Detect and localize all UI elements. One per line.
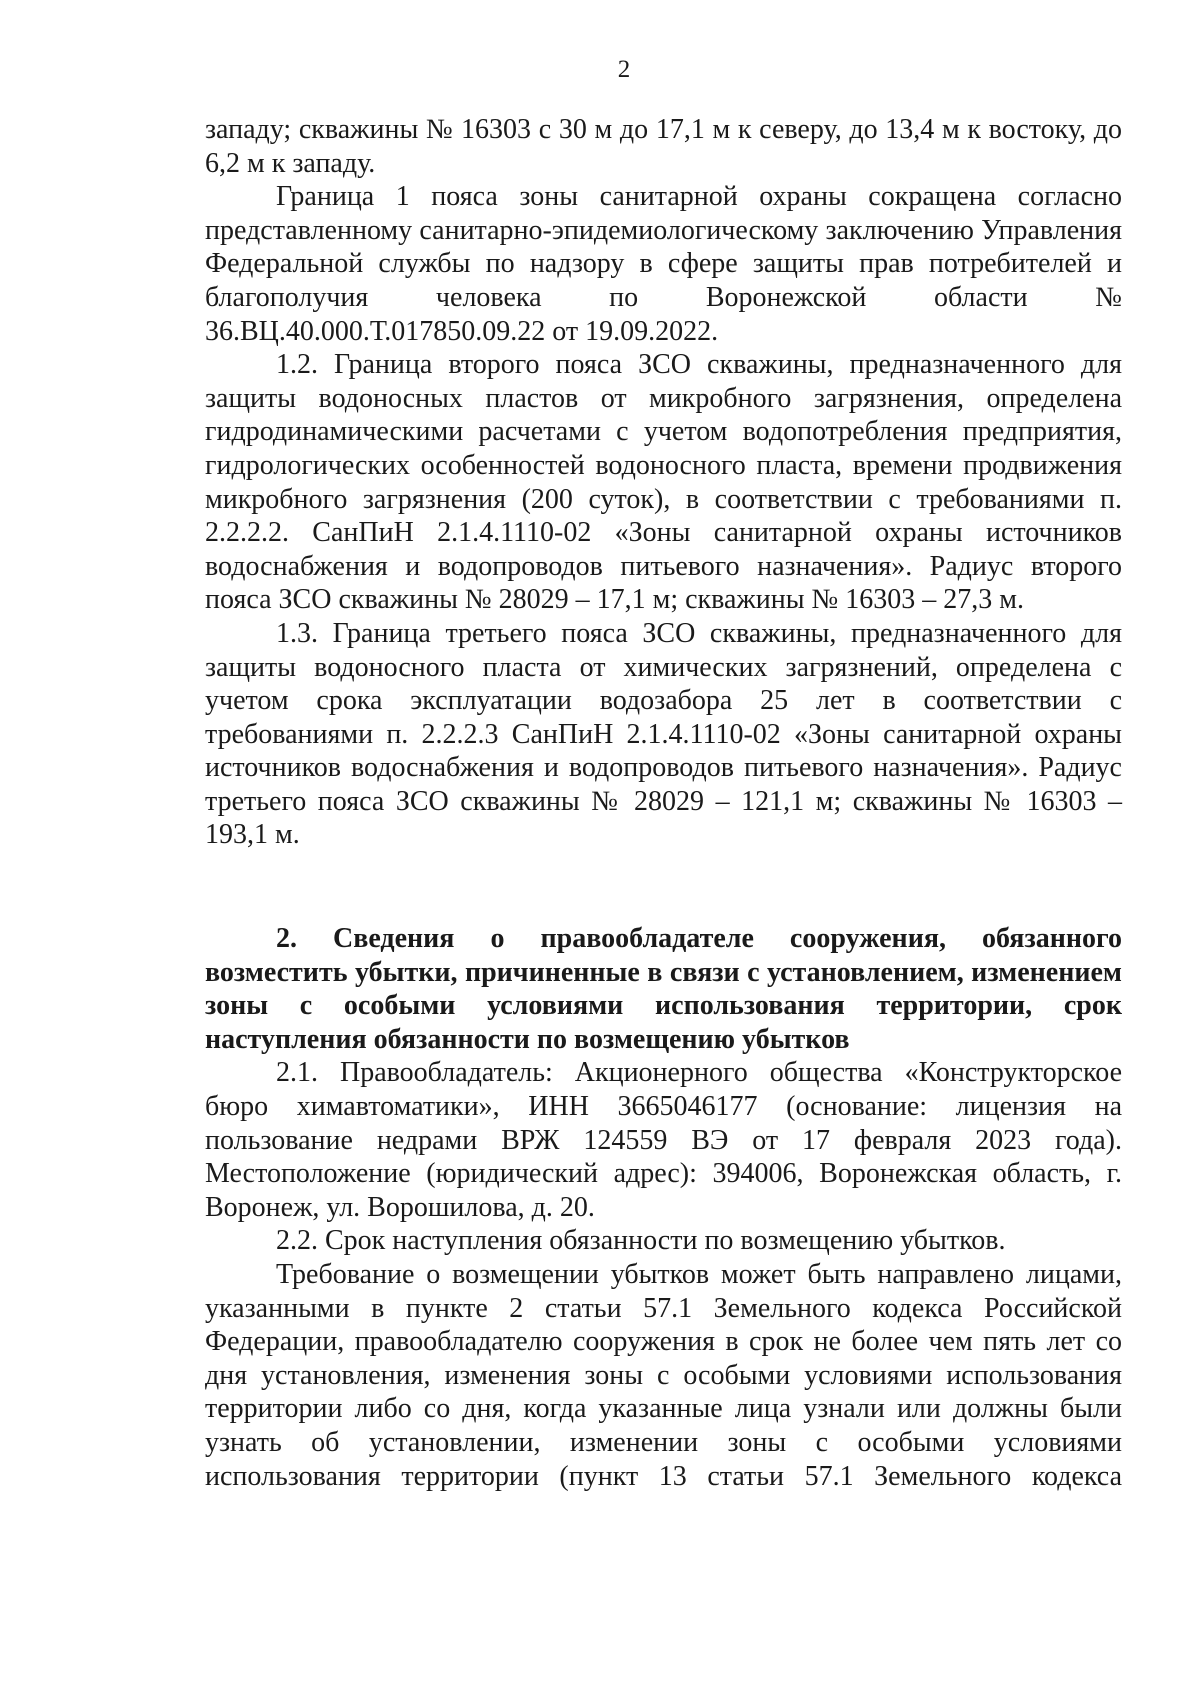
paragraph-2-2-deadline: 2.2. Срок наступления обязанности по возмещению убытков. xyxy=(276,1225,1006,1257)
paragraph-1-2-second-belt: 1.2. Граница второго пояса ЗСО скважины, предназначенного для защиты водоносных пластов от микробного загрязнения, определена гидродинамическими расчетами с учетом водопотребления предприятия, гидрологических особенностей водоносного пласта, времени продвижения микробного загрязнения (200 суток), в соответствии с требованиями п. 2.2.2.2. СанПиН 2.1.4.1110-02 «Зоны санитарной охраны источников водоснабжения и водопроводов питьевого назначения». Радиус второго пояса ЗСО скважины № 28029 – 17,1 м; скважины № 16303 – 27,3 м. xyxy=(205,349,1122,616)
document-body xyxy=(205,113,1122,1493)
paragraph-1-3-third-belt: 1.3. Граница третьего пояса ЗСО скважины, предназначенного для защиты водоносного пласта от химических загрязнений, определена с учетом срока эксплуатации водозабора 25 лет в соответствии с требованиями п. 2.2.2.3 СанПиН 2.1.4.1110-02 «Зоны санитарной охраны источников водоснабжения и водопроводов питьевого назначения». Радиус третьего пояса ЗСО скважины № 28029 – 121,1 м; скважины № 16303 – 193,1 м. xyxy=(205,617,1122,851)
paragraph-compensation-claim: Требование о возмещении убытков может быть направлено лицами, указанными в пункте 2 статьи 57.1 Земельного кодекса Российской Федерации, правообладателю сооружения в срок не более чем пять лет со дня установления, изменения зоны с особыми условиями использования территории либо со дня, когда указанные лица узнали или должны были узнать об установлении, изменении зоны с особыми условиями использования территории (пункт 13 статьи 57.1 Земельного кодекса xyxy=(205,1259,1122,1492)
paragraph-continuation: западу; скважины № 16303 с 30 м до 17,1 м к северу, до 13,4 м к востоку, до 6,2 м к западу. xyxy=(205,114,1122,179)
page-number: 2 xyxy=(617,56,631,83)
paragraph-2-1-rightholder: 2.1. Правообладатель: Акционерного общества «Конструкторское бюро химавтоматики», ИНН 3665046177 (основание: лицензия на пользование недрами ВРЖ 124559 ВЭ от 17 февраля 2023 года). Местоположение (юридический адрес): 394006, Воронежская область, г. Воронеж, ул. Ворошилова, д. 20. xyxy=(205,1057,1122,1223)
paragraph-zone-boundary-1: Граница 1 пояса зоны санитарной охраны сокращена согласно представленному санитарно-эпидемиологическому заключению Управления Федеральной службы по надзору в сфере защиты прав потребителей и благополучия человека по Воронежской области № 36.ВЦ.40.000.Т.017850.09.22 от 19.09.2022. xyxy=(205,181,1122,347)
section-2-heading: 2. Сведения о правообладателе сооружения, обязанного возместить убытки, причиненные в связи с установлением, изменением зоны с особыми условиями использования территории, срок наступления обязанности по возмещению убытков xyxy=(205,923,1122,1055)
